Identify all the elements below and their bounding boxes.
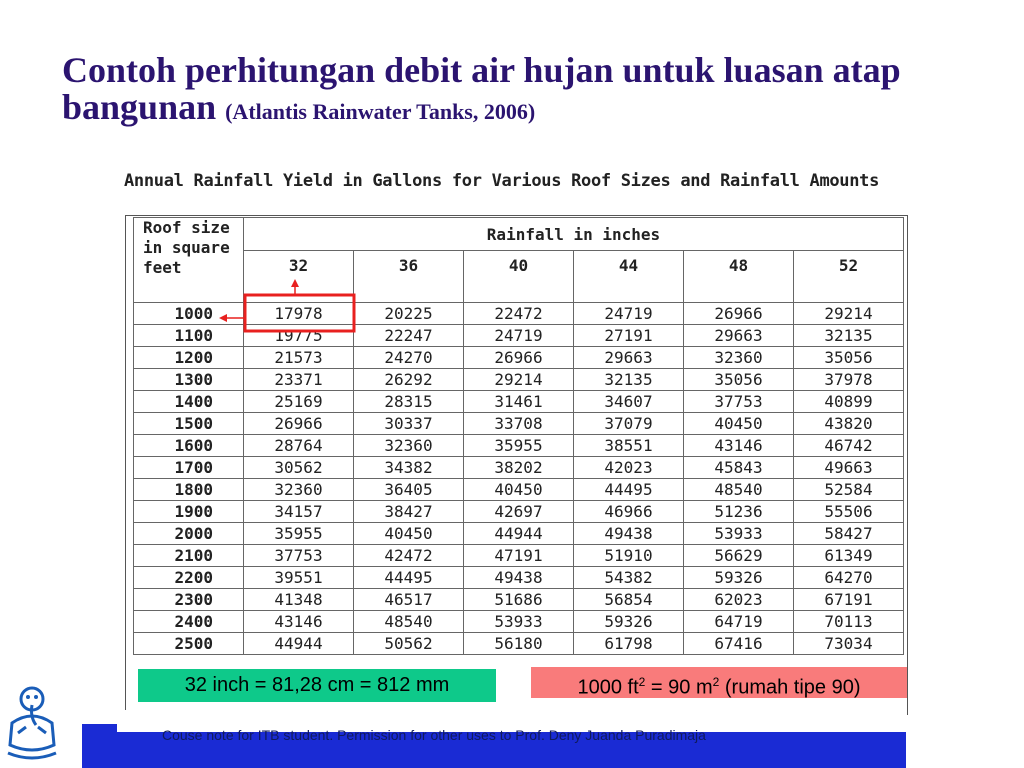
yield-cell: 46517 [354,589,464,611]
table-row [134,435,904,457]
yield-cell: 29214 [464,369,574,391]
yield-cell: 32360 [684,347,794,369]
area-note-part-3: (rumah tipe 90) [719,676,861,699]
slide-title [62,52,962,130]
rainfall-column-44: 44 [574,251,684,303]
yield-cell: 55506 [794,501,904,523]
yield-cell: 30562 [244,457,354,479]
roof-size-cell: 1900 [134,501,244,523]
yield-cell: 26966 [244,413,354,435]
yield-cell: 59326 [684,567,794,589]
yield-cell: 38551 [574,435,684,457]
yield-cell: 38202 [464,457,574,479]
yield-cell: 50562 [354,633,464,655]
roof-size-cell: 2400 [134,611,244,633]
yield-cell: 35056 [684,369,794,391]
yield-cell: 33708 [464,413,574,435]
yield-cell: 34157 [244,501,354,523]
yield-cell: 30337 [354,413,464,435]
yield-cell: 29663 [574,347,684,369]
yield-cell: 48540 [684,479,794,501]
yield-cell: 24270 [354,347,464,369]
yield-cell: 43146 [684,435,794,457]
yield-cell: 40450 [464,479,574,501]
table-row [134,501,904,523]
yield-cell: 22472 [464,303,574,325]
yield-cell: 29214 [794,303,904,325]
yield-cell: 49663 [794,457,904,479]
yield-cell: 34607 [574,391,684,413]
table-header-row [134,218,904,251]
yield-cell: 43820 [794,413,904,435]
table-row [134,391,904,413]
yield-cell: 49438 [574,523,684,545]
yield-cell: 67191 [794,589,904,611]
yield-cell: 48540 [354,611,464,633]
yield-cell: 27191 [574,325,684,347]
roof-size-cell: 1200 [134,347,244,369]
yield-cell: 35955 [244,523,354,545]
area-note-part-2: = 90 m [645,676,713,699]
yield-cell: 28764 [244,435,354,457]
area-note-sup-1: 2 [638,675,646,689]
yield-cell: 24719 [574,303,684,325]
yield-cell: 31461 [464,391,574,413]
slide-title-main: Contoh perhitungan debit air hujan untuk luasan atap bangunan [62,50,901,127]
roof-size-cell: 1800 [134,479,244,501]
yield-cell: 62023 [684,589,794,611]
yield-cell: 44944 [244,633,354,655]
yield-cell: 52584 [794,479,904,501]
yield-cell: 56854 [574,589,684,611]
roof-size-cell: 1100 [134,325,244,347]
yield-cell: 42472 [354,545,464,567]
yield-cell: 61798 [574,633,684,655]
table-row [134,457,904,479]
yield-cell: 45843 [684,457,794,479]
yield-cell: 42023 [574,457,684,479]
itb-ganesha-logo-icon [2,683,62,763]
footer-note: Couse note for ITB student. Permission for other uses to Prof. Deny Juanda Puradimaja [162,727,706,743]
yield-cell: 54382 [574,567,684,589]
yield-cell: 37753 [244,545,354,567]
table-row [134,545,904,567]
yield-cell: 37753 [684,391,794,413]
roof-size-cell: 2500 [134,633,244,655]
yield-cell: 44495 [574,479,684,501]
roof-size-cell: 1500 [134,413,244,435]
table-row [134,347,904,369]
yield-cell: 40450 [684,413,794,435]
roof-size-cell: 2000 [134,523,244,545]
yield-cell: 21573 [244,347,354,369]
yield-cell: 35955 [464,435,574,457]
rainfall-group-header: Rainfall in inches [244,218,904,251]
yield-cell: 40899 [794,391,904,413]
rainfall-columns-row [134,251,904,303]
roof-size-header: Roof size in square feet [134,218,244,303]
conversion-note-area [531,667,907,698]
yield-cell: 70113 [794,611,904,633]
yield-cell: 23371 [244,369,354,391]
yield-cell: 46966 [574,501,684,523]
yield-cell: 32135 [794,325,904,347]
table-row [134,325,904,347]
yield-cell: 56180 [464,633,574,655]
yield-cell: 53933 [684,523,794,545]
yield-cell: 38427 [354,501,464,523]
yield-cell: 40450 [354,523,464,545]
table-row [134,589,904,611]
yield-cell: 19775 [244,325,354,347]
rainfall-column-52: 52 [794,251,904,303]
yield-cell: 43146 [244,611,354,633]
yield-cell: 58427 [794,523,904,545]
table-row [134,633,904,655]
yield-cell: 56629 [684,545,794,567]
table-row [134,523,904,545]
rainfall-column-36: 36 [354,251,464,303]
roof-size-cell: 1600 [134,435,244,457]
yield-cell: 73034 [794,633,904,655]
yield-cell: 26966 [464,347,574,369]
area-note-sup-2: 2 [712,675,720,689]
yield-cell: 42697 [464,501,574,523]
roof-size-cell: 2300 [134,589,244,611]
yield-cell: 32135 [574,369,684,391]
yield-cell: 28315 [354,391,464,413]
yield-cell: 25169 [244,391,354,413]
table-row [134,567,904,589]
area-note-part-1: 1000 ft [577,676,639,699]
yield-cell: 51910 [574,545,684,567]
table-row [134,413,904,435]
slide-title-source: (Atlantis Rainwater Tanks, 2006) [225,99,536,124]
yield-cell: 35056 [794,347,904,369]
yield-cell: 53933 [464,611,574,633]
yield-cell: 59326 [574,611,684,633]
table-row [134,303,904,325]
table-caption: Annual Rainfall Yield in Gallons for Various Roof Sizes and Rainfall Amounts [124,171,880,191]
yield-cell: 64719 [684,611,794,633]
yield-cell: 26292 [354,369,464,391]
yield-cell: 22247 [354,325,464,347]
yield-cell: 44944 [464,523,574,545]
roof-size-cell: 2100 [134,545,244,567]
table-body [134,303,904,655]
yield-cell: 37978 [794,369,904,391]
roof-size-cell: 1000 [134,303,244,325]
conversion-note-inch: 32 inch = 81,28 cm = 812 mm [138,669,496,702]
yield-cell: 32360 [244,479,354,501]
rainfall-column-48: 48 [684,251,794,303]
table-row [134,479,904,501]
yield-cell: 32360 [354,435,464,457]
roof-size-cell: 2200 [134,567,244,589]
yield-cell: 34382 [354,457,464,479]
rainfall-column-32: 32 [244,251,354,303]
yield-cell: 36405 [354,479,464,501]
yield-cell: 41348 [244,589,354,611]
yield-cell: 47191 [464,545,574,567]
yield-cell: 24719 [464,325,574,347]
roof-size-cell: 1300 [134,369,244,391]
yield-cell: 29663 [684,325,794,347]
yield-cell: 46742 [794,435,904,457]
yield-cell: 61349 [794,545,904,567]
table-row [134,611,904,633]
yield-cell: 26966 [684,303,794,325]
roof-size-cell: 1400 [134,391,244,413]
yield-cell: 49438 [464,567,574,589]
table-row [134,369,904,391]
yield-cell: 51236 [684,501,794,523]
rainfall-column-40: 40 [464,251,574,303]
yield-cell: 37079 [574,413,684,435]
roof-size-cell: 1700 [134,457,244,479]
yield-cell: 67416 [684,633,794,655]
yield-cell: 51686 [464,589,574,611]
yield-cell: 20225 [354,303,464,325]
yield-cell: 39551 [244,567,354,589]
yield-cell: 64270 [794,567,904,589]
yield-cell: 44495 [354,567,464,589]
yield-cell: 17978 [244,303,354,325]
rainfall-table [133,217,904,655]
